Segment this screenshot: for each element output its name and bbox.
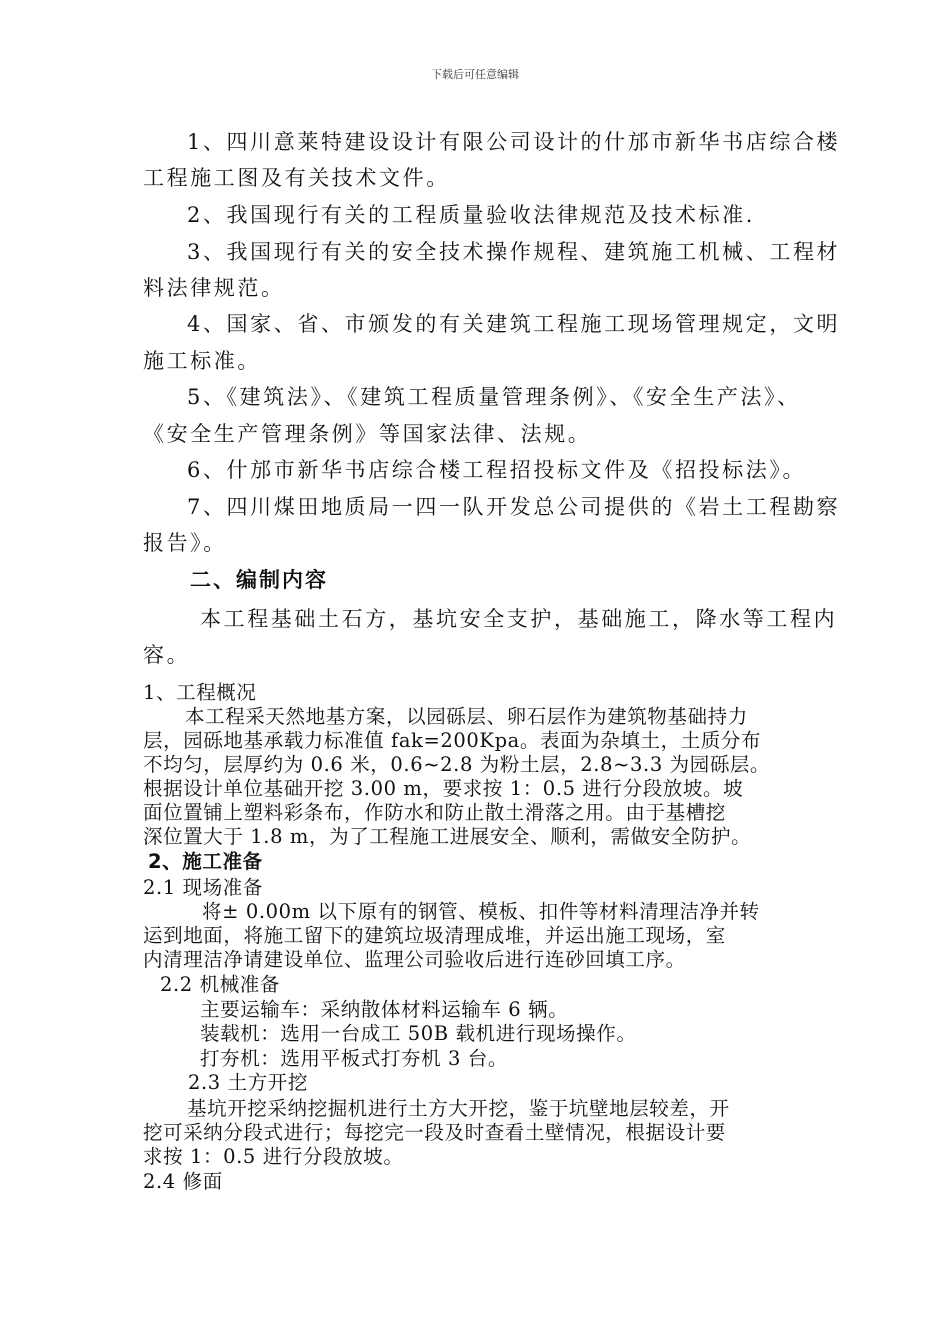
content-line-2: 容。 bbox=[143, 643, 191, 667]
overview-line: 深位置大于 1.8 m，为了工程施工进展安全、顺利，需做安全防护。 bbox=[143, 825, 752, 848]
overview-line: 根据设计单位基础开挖 3.00 m，要求按 1：0.5 进行分段放坡。坡 bbox=[143, 777, 744, 800]
reference-item-5-line-2: 《安全生产管理条例》等国家法律、法规。 bbox=[143, 422, 592, 446]
site-prep-line: 内清理洁净请建设单位、监理公司验收后进行连砂回填工序。 bbox=[143, 948, 686, 971]
reference-item-1-line-1: 1、四川意莱特建设设计有限公司设计的什邡市新华书店综合楼 bbox=[187, 130, 841, 154]
reference-item-3-line-1: 3、我国现行有关的安全技术操作规程、建筑施工机械、工程材 bbox=[187, 240, 841, 264]
reference-item-4-line-1: 4、国家、省、市颁发的有关建筑工程施工现场管理规定，文明 bbox=[187, 312, 841, 336]
site-prep-heading: 2.1 现场准备 bbox=[143, 876, 264, 899]
reference-item-7-line-2: 报告》。 bbox=[143, 531, 227, 555]
overview-line: 本工程采天然地基方案，以园砾层、卵石层作为建筑物基础持力 bbox=[185, 705, 748, 728]
site-prep-line: 将± 0.00m 以下原有的钢管、模板、扣件等材料清理洁净并转 bbox=[202, 900, 760, 923]
excavation-line: 基坑开挖采纳挖掘机进行土方大开挖，鉴于坑壁地层较差，开 bbox=[187, 1097, 730, 1120]
excavation-heading: 2.3 土方开挖 bbox=[188, 1071, 309, 1094]
content-line-1: 本工程基础土石方，基坑安全支护，基础施工，降水等工程内 bbox=[200, 607, 838, 631]
site-prep-line: 运到地面，将施工留下的建筑垃圾清理成堆，并运出施工现场，室 bbox=[143, 924, 726, 947]
reference-item-7-line-1: 7、四川煤田地质局一四一队开发总公司提供的《岩土工程勘察 bbox=[187, 495, 841, 519]
trim-heading: 2.4 修面 bbox=[143, 1170, 223, 1193]
reference-item-3-line-2: 料法律规范。 bbox=[143, 276, 285, 300]
machine-item: 主要运输车：采纳散体材料运输车 6 辆。 bbox=[200, 998, 569, 1021]
machine-prep-heading: 2.2 机械准备 bbox=[160, 973, 281, 996]
section-heading: 二、编制内容 bbox=[190, 568, 328, 592]
reference-item-4-line-2: 施工标准。 bbox=[143, 349, 261, 373]
reference-item-2: 2、我国现行有关的工程质量验收法律规范及技术标准. bbox=[187, 203, 756, 227]
prep-heading: 2、施工准备 bbox=[148, 850, 263, 873]
overview-line: 层，园砾地基承载力标准值 fak=200Kpa。表面为杂填土，土质分布 bbox=[143, 729, 762, 752]
excavation-line: 挖可采纳分段式进行；每挖完一段及时查看土壁情况，根据设计要 bbox=[143, 1121, 726, 1144]
reference-item-1-line-2: 工程施工图及有关技术文件。 bbox=[143, 166, 450, 190]
overview-line: 不均匀，层厚约为 0.6 米，0.6~2.8 为粉土层，2.8~3.3 为园砾层。 bbox=[143, 753, 771, 776]
overview-heading: 1、工程概况 bbox=[143, 681, 257, 704]
excavation-line: 求按 1：0.5 进行分段放坡。 bbox=[143, 1145, 404, 1168]
machine-item: 打夯机：选用平板式打夯机 3 台。 bbox=[200, 1047, 509, 1070]
overview-line: 面位置铺上塑料彩条布，作防水和防止散土滑落之用。由于基槽挖 bbox=[143, 801, 726, 824]
page-header: 下载后可任意编辑 bbox=[431, 68, 519, 81]
reference-item-6: 6、什邡市新华书店综合楼工程招投标文件及《招投标法》。 bbox=[187, 458, 807, 482]
reference-item-5-line-1: 5、《建筑法》、《建筑工程质量管理条例》、《安全生产法》、 bbox=[187, 385, 801, 409]
machine-item: 装载机：选用一台成工 50B 载机进行现场操作。 bbox=[200, 1022, 637, 1045]
